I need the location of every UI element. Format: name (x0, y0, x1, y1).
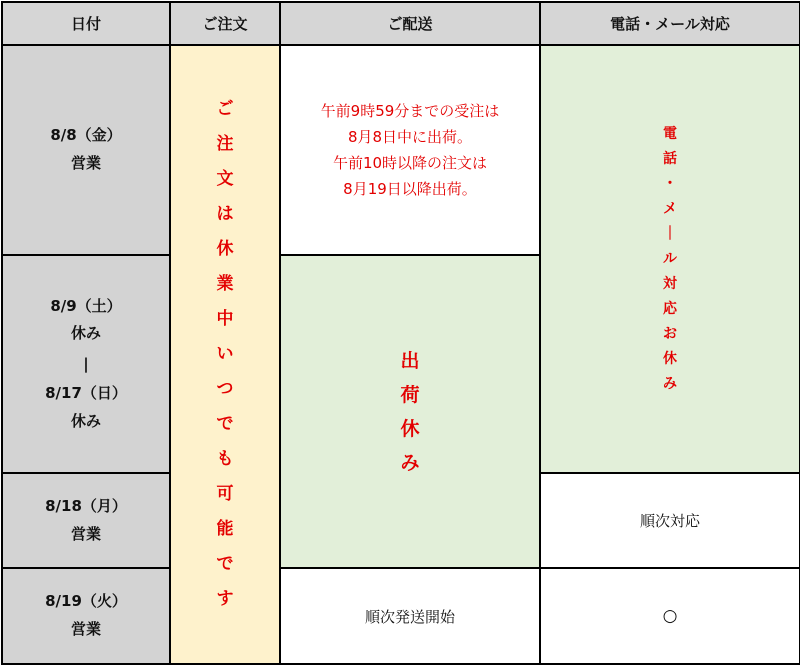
order-note-char: ご (216, 99, 234, 119)
phone-holiday-vertical (663, 122, 677, 397)
order-note-char: で (216, 554, 234, 574)
shipping-aug8-note (281, 98, 539, 203)
business-status: 営業 (70, 154, 101, 172)
business-status: 休み (70, 411, 101, 430)
phone-holiday-char: 対 (663, 275, 677, 292)
phone-holiday-char: 話 (663, 150, 677, 167)
order-note-char: 業 (216, 274, 234, 294)
phone-holiday-char: ル (663, 250, 677, 267)
order-note-char: 注 (216, 134, 234, 154)
phone-holiday-char: 応 (663, 300, 677, 317)
row-aug8 (2, 45, 800, 255)
order-note-char: 休 (216, 239, 234, 259)
order-note-vertical (217, 92, 234, 617)
date-label: 8/9（土） (50, 296, 122, 315)
shipping-cell-aug19: 順次発送開始 (280, 568, 540, 664)
shipping-holiday-char: み (400, 451, 420, 474)
row-aug19 (2, 568, 800, 664)
header-order: ご注文 (170, 2, 280, 45)
date-cell-aug8 (2, 45, 170, 255)
order-note-char: 能 (216, 519, 234, 539)
business-status: 営業 (70, 620, 101, 638)
date-label: 8/17（日） (45, 384, 127, 402)
phone-holiday-cell (540, 45, 800, 473)
shipping-aug8-line: 8月8日中に出荷。 (347, 127, 473, 146)
header-date: 日付 (2, 2, 170, 45)
date-label: 8/19（火） (45, 592, 127, 611)
date-label: 8/18（月） (45, 496, 127, 515)
order-note-char: は (216, 204, 234, 224)
order-note-char: い (216, 344, 234, 364)
date-label: 8/8（金） (50, 126, 122, 145)
order-note-char: つ (216, 379, 234, 399)
shipping-aug8-line: 午前10時以降の注文は (332, 154, 488, 172)
shipping-aug8-line: 8月19日以降出荷。 (343, 180, 477, 199)
order-note-char: す (216, 589, 234, 609)
shipping-holiday-char: 荷 (400, 383, 420, 406)
date-cell-aug18 (2, 473, 170, 568)
shipping-aug8-line: 午前9時59分までの受注は (320, 101, 500, 120)
header-shipping: ご配送 (280, 2, 540, 45)
shipping-holiday-cell (280, 255, 540, 568)
business-status: 休み (70, 324, 101, 343)
phone-holiday-char: 休 (663, 350, 677, 367)
phone-holiday-char: お (663, 325, 677, 342)
order-note-char: で (216, 414, 234, 434)
phone-cell-aug18: 順次対応 (540, 473, 800, 568)
phone-holiday-char: 電 (663, 125, 677, 142)
phone-holiday-char: ｜ (663, 225, 677, 242)
range-mark: | (83, 355, 89, 373)
shipping-cell-aug8 (280, 45, 540, 255)
order-note-char: 文 (216, 169, 234, 189)
shipping-holiday-char: 休 (400, 417, 420, 440)
order-note-char: 可 (216, 484, 234, 504)
business-status: 営業 (70, 524, 101, 543)
order-note-cell (170, 45, 280, 664)
shipping-holiday-char: 出 (400, 349, 420, 372)
phone-holiday-char: メ (663, 200, 677, 217)
holiday-schedule-table (1, 1, 800, 665)
phone-holiday-char: み (663, 375, 677, 392)
header-phone: 電話・メール対応 (540, 2, 800, 45)
header-row (2, 2, 800, 45)
date-cell-aug9-17 (2, 255, 170, 473)
order-note-char: も (216, 449, 234, 469)
date-cell-aug19 (2, 568, 170, 664)
phone-holiday-char: ・ (663, 175, 677, 192)
shipping-holiday-vertical (400, 344, 419, 480)
phone-cell-aug19: ○ (540, 568, 800, 664)
order-note-char: 中 (216, 309, 234, 329)
